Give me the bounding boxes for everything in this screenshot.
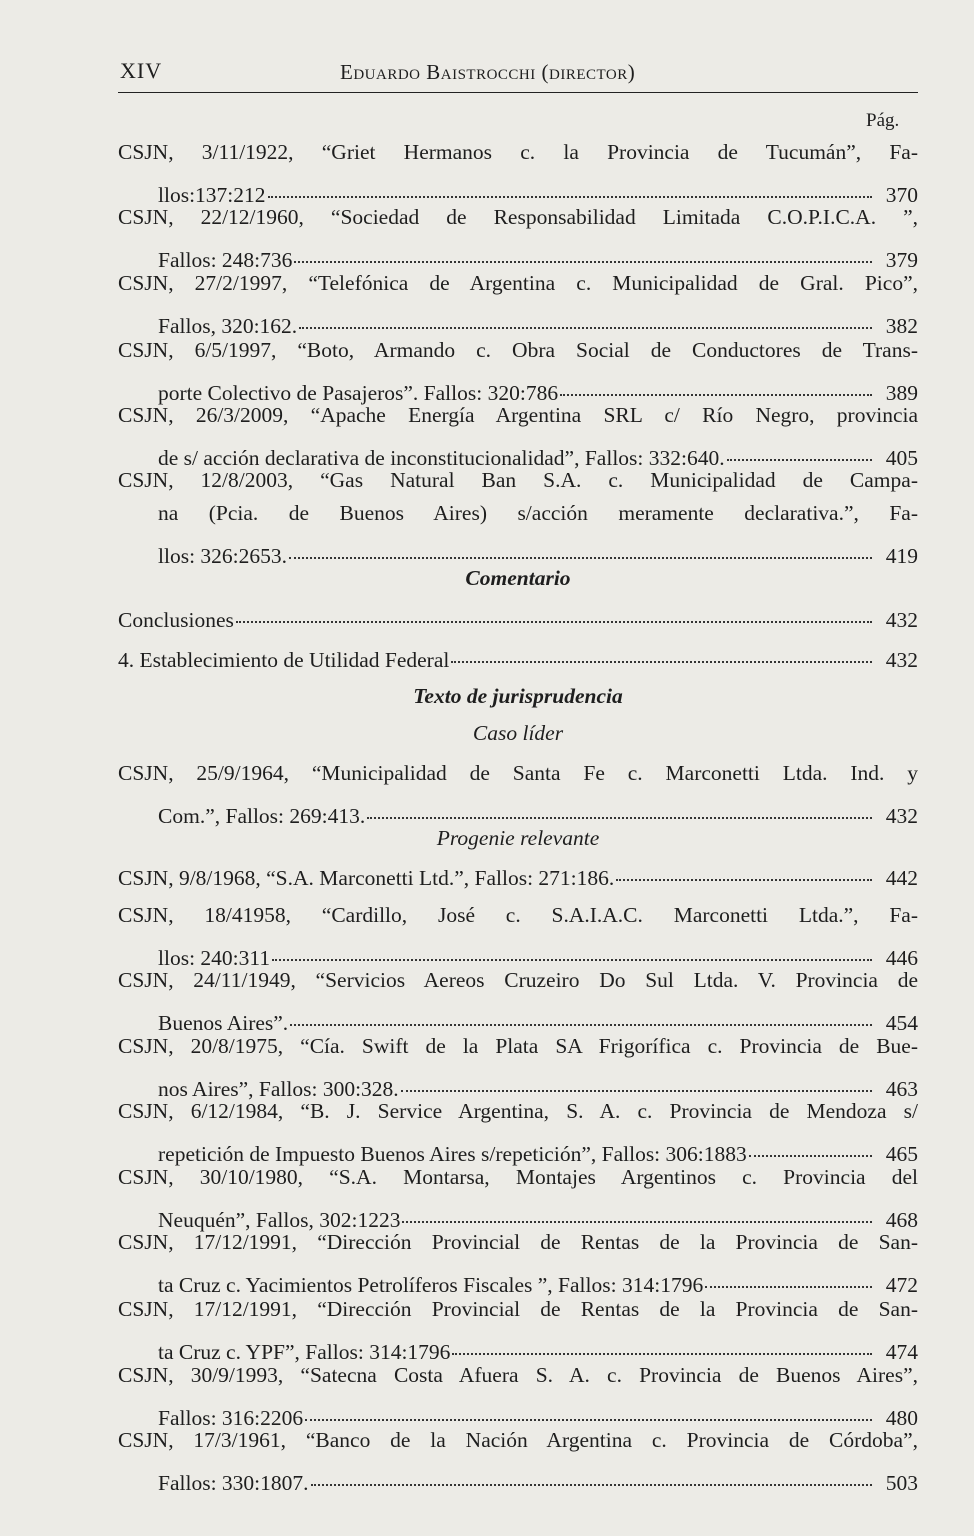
- entry-line: na (Pcia. de Buenos Aires) s/acción meramente declarativa.”, Fa-: [158, 501, 918, 525]
- dot-leader: [272, 958, 872, 961]
- entry-line: CSJN, 17/12/1991, “Dirección Provincial de Rentas de la Provincia de San-: [118, 1297, 918, 1321]
- page-number: 405: [885, 446, 918, 470]
- toc-entry: [118, 267, 918, 343]
- entry-line: CSJN, 12/8/2003, “Gas Natural Ban S.A. c. Municipalidad de Campa-: [118, 468, 918, 492]
- entry-line: CSJN, 3/11/1922, “Griet Hermanos c. la Provincia de Tucumán”, Fa-: [118, 140, 918, 164]
- entry-line: llos: 240:311: [158, 946, 271, 970]
- entry-line: CSJN, 6/12/1984, “B. J. Service Argentina, S. A. c. Provincia de Mendoza s/: [118, 1099, 918, 1123]
- entry-line: Fallos, 320:162.: [158, 314, 298, 338]
- dot-leader: [749, 1154, 872, 1157]
- entry-line: CSJN, 17/12/1991, “Dirección Provincial de Rentas de la Provincia de San-: [118, 1230, 918, 1254]
- running-title: Eduardo Baistrocchi (director): [340, 60, 636, 84]
- dot-leader: [727, 458, 872, 461]
- page-number: 432: [885, 608, 918, 632]
- toc-entry: [118, 464, 918, 573]
- page-number: 480: [885, 1406, 918, 1430]
- page-number: 446: [885, 946, 918, 970]
- page-number: 474: [885, 1340, 918, 1364]
- entry-line: Conclusiones: [118, 608, 234, 632]
- dot-leader: [289, 556, 872, 559]
- dot-leader: [290, 1023, 872, 1026]
- page-number: 454: [885, 1011, 918, 1035]
- page-number: 472: [885, 1273, 918, 1297]
- dot-leader: [452, 1352, 872, 1355]
- toc-entry: [118, 640, 918, 677]
- page-number: 419: [885, 544, 918, 568]
- toc-entry: [118, 600, 918, 637]
- entry-line: repetición de Impuesto Buenos Aires s/repetición”, Fallos: 306:1883: [158, 1142, 747, 1166]
- entry-line: CSJN, 30/9/1993, “Satecna Costa Afuera S. A. c. Provincia de Buenos Aires”,: [118, 1363, 918, 1387]
- dot-leader: [451, 660, 872, 663]
- entry-line: CSJN, 25/9/1964, “Municipalidad de Santa Fe c. Marconetti Ltda. Ind. y: [118, 761, 918, 785]
- entry-line: llos: 326:2653.: [158, 544, 288, 568]
- dot-leader: [311, 1483, 872, 1486]
- dot-leader: [705, 1285, 872, 1288]
- section-heading-texto: Texto de jurisprudencia: [413, 684, 623, 708]
- dot-leader: [268, 195, 872, 198]
- page-number: 442: [885, 866, 918, 890]
- page-number: 389: [885, 381, 918, 405]
- dot-leader: [401, 1089, 872, 1092]
- dot-leader: [294, 260, 872, 263]
- dot-leader: [236, 620, 872, 623]
- subheading-caso-lider: Caso líder: [472, 721, 564, 745]
- entry-line: Neuquén”, Fallos, 302:1223: [158, 1208, 401, 1232]
- entry-line: Fallos: 316:2206: [158, 1406, 304, 1430]
- toc-entry: [118, 1095, 918, 1171]
- entry-line: CSJN, 9/8/1968, “S.A. Marconetti Ltd.”, Fallos: 271:186.: [118, 866, 615, 890]
- section-heading-comentario: Comentario: [465, 566, 571, 590]
- entry-line: CSJN, 26/3/2009, “Apache Energía Argentina SRL c/ Río Negro, provincia: [118, 403, 918, 427]
- page-number: 465: [885, 1142, 918, 1166]
- entry-line: Fallos: 330:1807.: [158, 1471, 309, 1495]
- entry-line: ta Cruz c. Yacimientos Petrolíferos Fiscales ”, Fallos: 314:1796: [158, 1273, 704, 1297]
- entry-line: CSJN, 17/3/1961, “Banco de la Nación Argentina c. Provincia de Córdoba”,: [118, 1428, 918, 1452]
- page-header: [118, 56, 918, 93]
- dot-leader: [402, 1220, 872, 1223]
- page-number: 468: [885, 1208, 918, 1232]
- entry-line: CSJN, 18/41958, “Cardillo, José c. S.A.I.A.C. Marconetti Ltda.”, Fa-: [118, 903, 918, 927]
- toc-entry: [118, 1424, 918, 1500]
- dot-leader: [305, 1418, 872, 1421]
- dot-leader: [299, 326, 872, 329]
- toc-entry: [118, 1226, 918, 1302]
- entry-line: de s/ acción declarativa de inconstitucionalidad”, Fallos: 332:640.: [158, 446, 725, 470]
- entry-line: ta Cruz c. YPF”, Fallos: 314:1796: [158, 1340, 451, 1364]
- entry-line: CSJN, 24/11/1949, “Servicios Aereos Cruzeiro Do Sul Ltda. V. Provincia de: [118, 968, 918, 992]
- page-number: 463: [885, 1077, 918, 1101]
- toc-entry: [118, 201, 918, 277]
- entry-line: nos Aires”, Fallos: 300:328.: [158, 1077, 399, 1101]
- entry-line: Com.”, Fallos: 269:413.: [158, 804, 366, 828]
- toc-entry: [118, 860, 918, 895]
- dot-leader: [560, 393, 872, 396]
- page-number: 370: [885, 183, 918, 207]
- entry-line: 4. Establecimiento de Utilidad Federal: [118, 648, 450, 672]
- entry-line: porte Colectivo de Pasajeros”. Fallos: 320:786: [158, 381, 559, 405]
- entry-line: llos:137:212: [158, 183, 266, 207]
- toc-entry: [118, 964, 918, 1040]
- entry-line: CSJN, 22/12/1960, “Sociedad de Responsabilidad Limitada C.O.P.I.C.A. ”,: [118, 205, 918, 229]
- dot-leader: [616, 878, 872, 881]
- page-number: 382: [885, 314, 918, 338]
- page-folio: XIV: [120, 58, 163, 83]
- page-column-label: Pág.: [866, 110, 900, 131]
- entry-line: Buenos Aires”.: [158, 1011, 289, 1035]
- dot-leader: [367, 816, 872, 819]
- subheading-progenie: Progenie relevante: [436, 826, 600, 850]
- entry-line: Fallos: 248:736: [158, 248, 293, 272]
- entry-line: CSJN, 30/10/1980, “S.A. Montarsa, Montajes Argentinos c. Provincia del: [118, 1165, 918, 1189]
- entry-line: CSJN, 20/8/1975, “Cía. Swift de la Plata SA Frigorífica c. Provincia de Bue-: [118, 1034, 918, 1058]
- page-number: 432: [885, 804, 918, 828]
- entry-line: CSJN, 6/5/1997, “Boto, Armando c. Obra Social de Conductores de Trans-: [118, 338, 918, 362]
- page-number: 432: [885, 648, 918, 672]
- entry-line: CSJN, 27/2/1997, “Telefónica de Argentina c. Municipalidad de Gral. Pico”,: [118, 271, 918, 295]
- page-number: 503: [885, 1471, 918, 1495]
- toc-entry: [118, 757, 918, 833]
- page-number: 379: [885, 248, 918, 272]
- toc-entry: [118, 1293, 918, 1369]
